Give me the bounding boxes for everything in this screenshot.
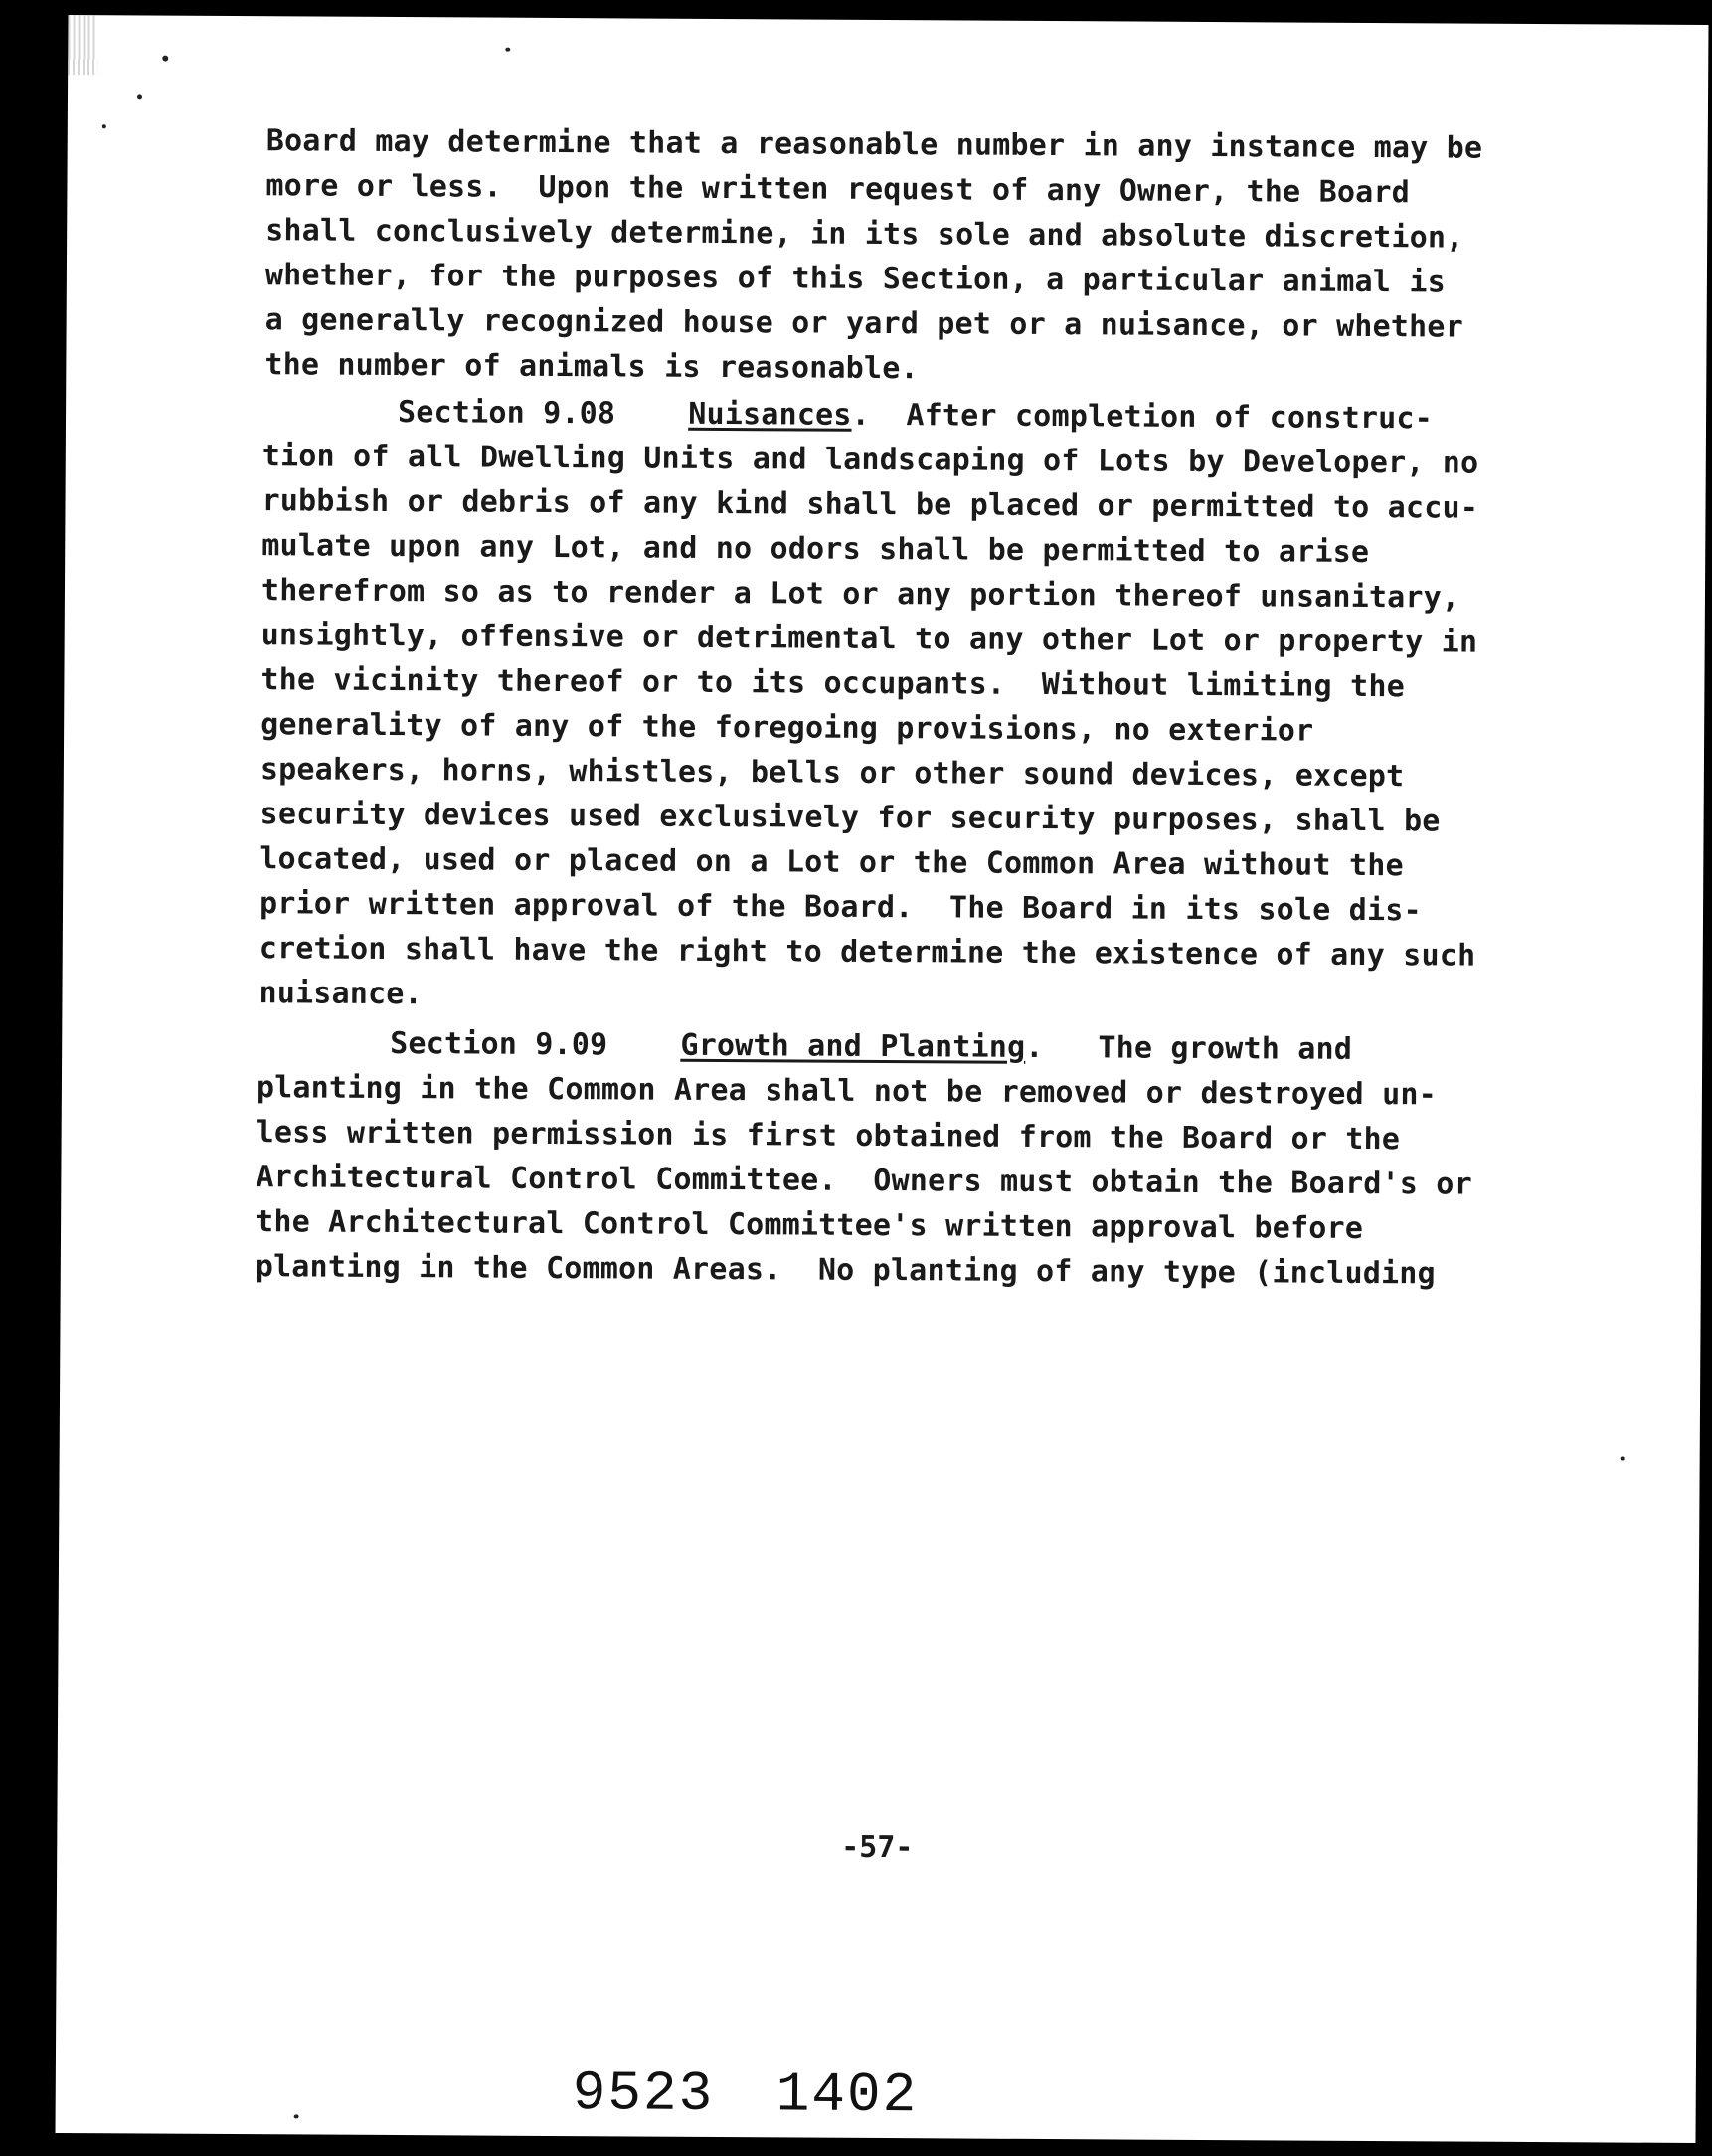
page-number: -57-	[841, 1829, 914, 1866]
body-line: rubbish or debris of any kind shall be placed or permitted to accu-	[261, 483, 1479, 526]
scan-speck	[137, 94, 142, 99]
section-9-08-heading-line	[398, 395, 1433, 436]
body-line: therefrom so as to render a Lot or any portion thereof unsanitary,	[260, 573, 1460, 616]
body-line: prior written approval of the Board. The Board in its sole dis-	[258, 886, 1422, 929]
section-number: Section 9.09	[390, 1025, 608, 1063]
section-intro: . The growth and	[1025, 1029, 1353, 1067]
document-body	[56, 15, 1709, 2143]
body-line: less written permission is first obtained from the Board or the	[256, 1115, 1401, 1158]
body-line: tion of all Dwelling Units and landscaping of Lots by Developer, no	[261, 439, 1479, 481]
body-line: the number of animals is reasonable.	[264, 347, 919, 387]
body-line: a generally recognized house or yard pet or a nuisance, or whether	[264, 302, 1464, 345]
body-line: planting in the Common Areas. No planting of any type (including	[255, 1249, 1436, 1292]
scan-speck	[1621, 1457, 1625, 1461]
section-title-growth-and-planting: Growth and Planting	[680, 1027, 1026, 1065]
scan-speck	[294, 2114, 299, 2118]
body-line: planting in the Common Area shall not be removed or destroyed un-	[256, 1070, 1438, 1113]
document-id-right: 1402	[775, 2063, 919, 2128]
body-line: cretion shall have the right to determine the existence of any such	[258, 931, 1476, 974]
body-line: Architectural Control Committee. Owners must obtain the Board's or	[256, 1160, 1473, 1202]
body-line: the vicinity thereof or to its occupants. Without limiting the	[260, 662, 1406, 705]
scan-speck	[102, 124, 106, 128]
body-line: generality of any of the foregoing provisions, no exterior	[260, 707, 1314, 749]
section-title-nuisances: Nuisances	[688, 396, 852, 433]
body-line: shall conclusively determine, in its sole and absolute discretion,	[265, 213, 1464, 256]
section-intro: . After completion of construc-	[851, 397, 1434, 437]
section-number: Section 9.08	[397, 395, 616, 432]
body-line: more or less. Upon the written request of any Owner, the Board	[265, 168, 1411, 211]
body-line: whether, for the purposes of this Section, a particular animal is	[264, 258, 1447, 300]
scan-speck	[505, 48, 510, 52]
section-9-09-heading-line	[390, 1026, 1352, 1067]
body-line: nuisance.	[258, 976, 423, 1012]
body-line: unsightly, offensive or detrimental to any other Lot or property in	[260, 618, 1478, 660]
body-line: speakers, horns, whistles, bells or other sound devices, except	[259, 752, 1405, 795]
scan-speck	[162, 56, 168, 62]
body-line: located, used or placed on a Lot or the Common Area without the	[259, 841, 1404, 884]
body-line: security devices used exclusively for security purposes, shall be	[259, 797, 1441, 839]
body-line: mulate upon any Lot, and no odors shall be permitted to arise	[261, 528, 1370, 570]
body-line: Board may determine that a reasonable number in any instance may be	[265, 123, 1483, 166]
document-id-left: 9523	[572, 2062, 715, 2126]
document-page	[56, 15, 1709, 2143]
body-line: the Architectural Control Committee's written approval before	[256, 1204, 1364, 1246]
